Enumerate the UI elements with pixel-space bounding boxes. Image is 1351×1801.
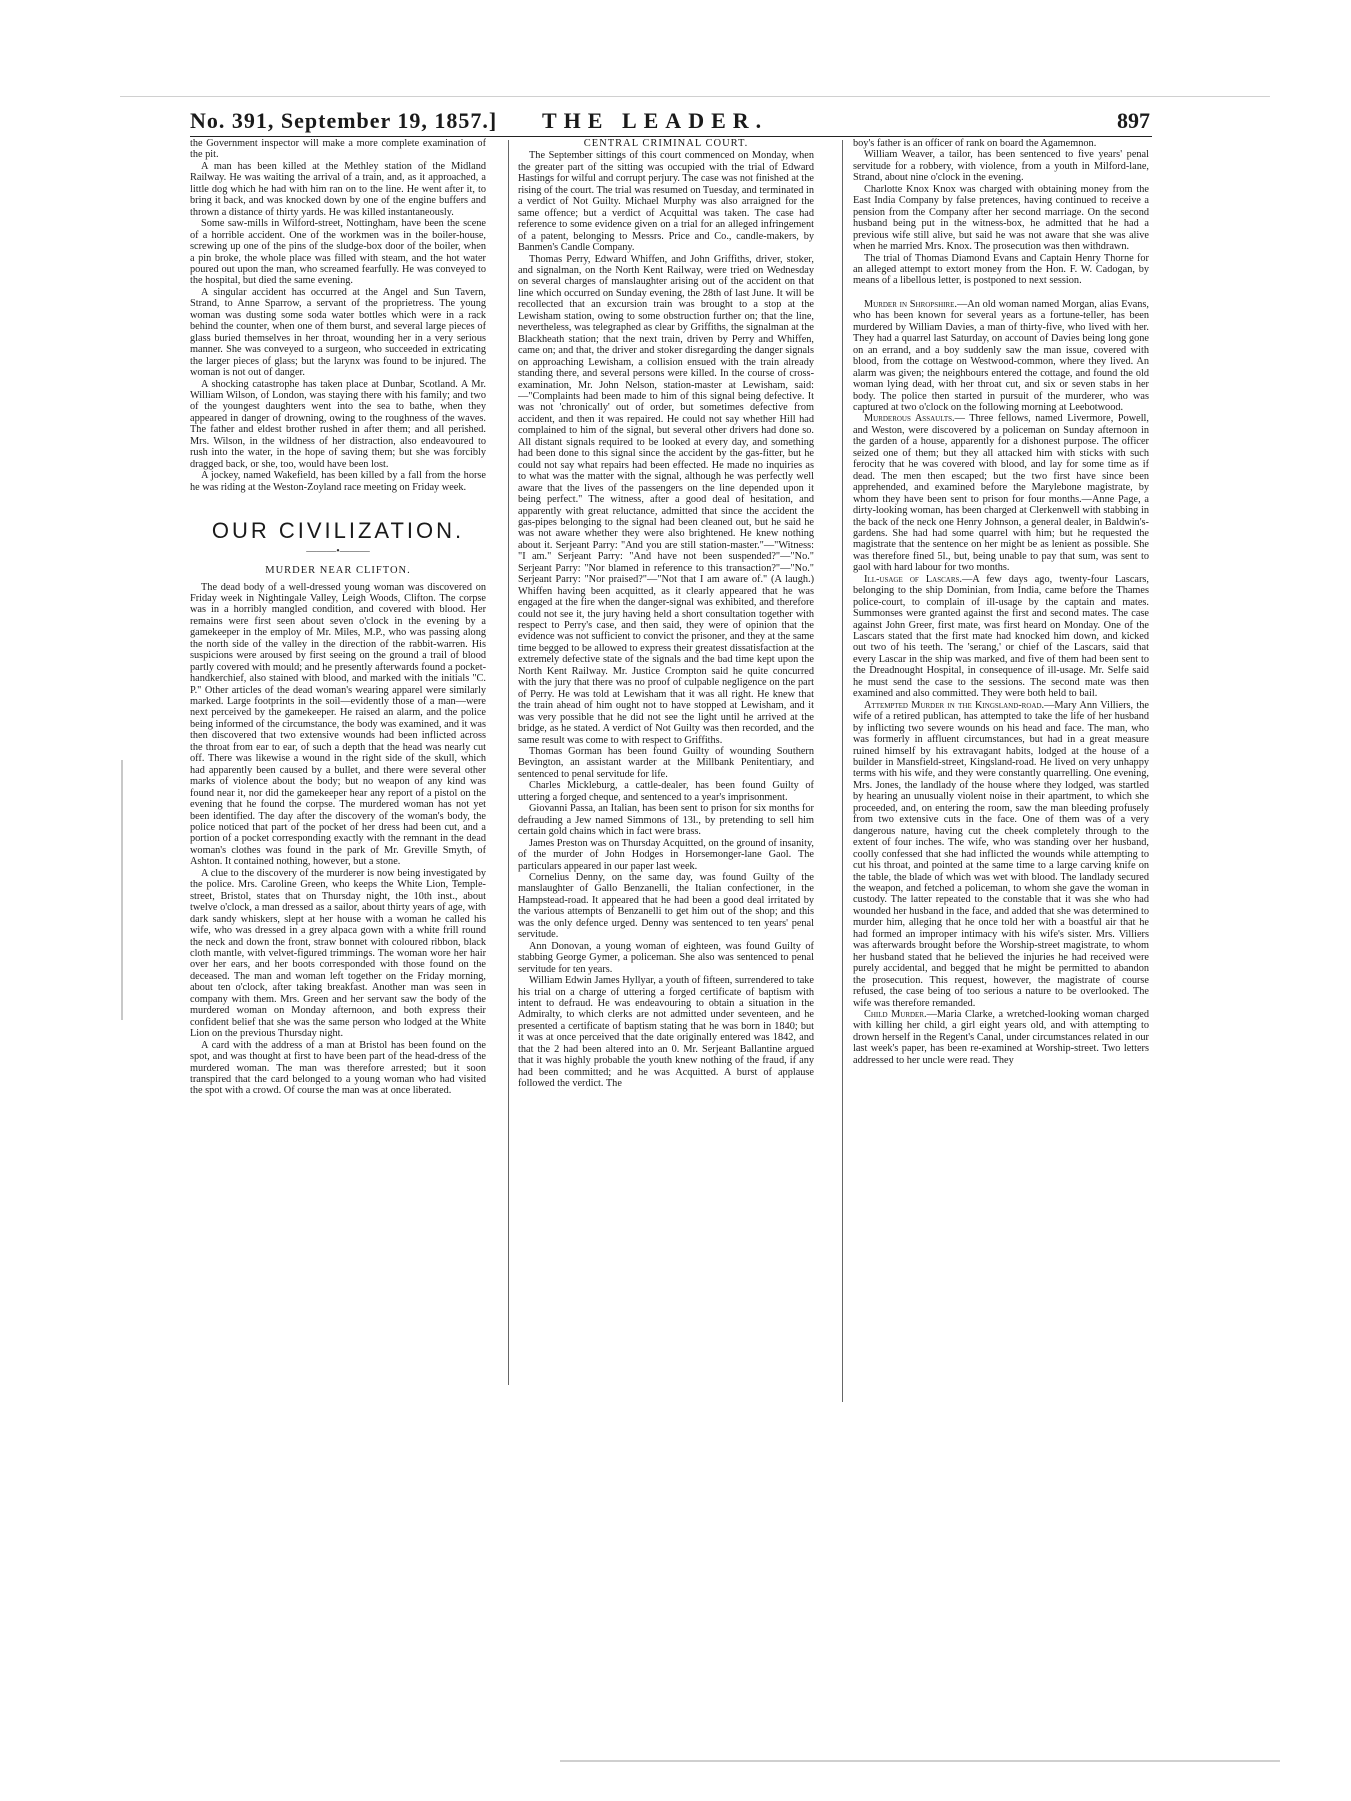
news-item-head: Murder in Shropshire. [864, 298, 957, 310]
article-paragraph: James Preston was on Thursday Acquitted, on the ground of insanity, of the murder of John Hodges in Horsemonger-lane Gaol. The particulars appeared in our paper last week. [518, 837, 814, 872]
newspaper-title: THE LEADER. [542, 108, 769, 133]
header-rule [190, 136, 1152, 137]
column-1 [190, 138, 486, 1378]
page-header [190, 108, 1150, 136]
article-paragraph: William Weaver, a tailor, has been sentenced to five years' penal servitude for a robbery, with violence, from a youth in Milford-lane, Strand, about nine o'clock in the evening. [853, 149, 1149, 184]
news-item-body: —Mary Ann Villiers, the wife of a retired publican, has attempted to take the life of her husband by inflicting two severe wounds on his head and face. The man, who was formerly in affluent circumstances, but had in a great measure ruined himself by his extravagant habits, lodged at the house of a builder in Mansfield-street, Kingsland-road. He lived on very unhappy terms with his wife, and they were constantly quarrelling. One evening, Mrs. Jones, the landlady of the house where they lodged, was startled by hearing an unusually violent noise in their apartment, to which she proceeded, and, on entering the room, saw the man bleeding profusely from two extensive cuts in the face. One of them was of a very dangerous nature, having cut the cheek completely through to the extent of four inches. The wife, who was standing over her husband, coolly confessed that she had inflicted the wounds while attempting to cut his throat, and pointed at the same time to a large carving knife on the table, the blade of which was wet with blood. The landlady secured the weapon, and fetched a policeman, to whom she gave the woman in custody. The latter repeated to the constable that it was she who had wounded her husband in the face, and added that she was determined to murder him, alleging that he once told her with a boastful air that he had formed an improper intimacy with his wife's sister. Mrs. Villiers was afterwards brought before the Worship-street magistrate, to whom her husband stated that he believed the injuries he had received were purely accidental, and begged that he might be permitted to abandon the prosecution. This request, however, the magistrate of course refused, the case being of too serious a nature to be overlooked. The wife was therefore remanded. [853, 699, 1149, 1009]
ornament-rule: ———•——— [306, 546, 370, 558]
article-paragraph: A jockey, named Wakefield, has been killed by a fall from the horse he was riding at the Weston-Zoyland race meeting on Friday week. [190, 470, 486, 493]
news-item-head: Child Murder. [864, 1008, 927, 1020]
news-item [853, 299, 1149, 414]
article-paragraph: William Edwin James Hyllyar, a youth of fifteen, surrendered to take his trial on a charge of uttering a forged certificate of baptism with intent to defraud. He was endeavouring to obtain a situation in the Admiralty, to which clerks are not admitted under seventeen, and he presented a certificate of baptism stating that he was born in 1840; but it was at once perceived that the date originally entered was 1842, and that the 2 had been altered into an 0. Mr. Serjeant Ballantine argued that it was highly probable the youth knew nothing of the fraud, if any had been committed; and he was Acquitted. A burst of applause followed the verdict. The [518, 975, 814, 1090]
article-paragraph: the Government inspector will make a more complete examination of the pit. [190, 138, 486, 161]
article-paragraph: Ann Donovan, a young woman of eighteen, was found Guilty of stabbing George Gymer, a policeman. She also was sentenced to penal servitude for ten years. [518, 940, 814, 975]
article-paragraph: Thomas Gorman has been found Guilty of wounding Southern Bevington, an assistant warder at the Millbank Penitentiary, and sentenced to penal servitude for life. [518, 746, 814, 780]
news-item-body: — Three fellows, named Livermore, Powell, and Weston, were discovered by a policeman on Sunday afternoon in the garden of a house, apparently for a dishonest purpose. The officer seized one of them; but they all attacked him with sticks with such ferocity that he was covered with blood, and lay for some time as if dead. The men then escaped; but the two first have since been apprehended, and examined before the Marylebone magistrate, by whom they have been sent to prison for four months.—Anne Page, a dirty-looking woman, has been charged at Clerkenwell with stabbing in the back of the neck one Henry Johnson, a general dealer, in Baldwin's-gardens. She had had some quarrel with him; but he requested the magistrate that the sentence on her might be as lenient as possible. She was therefore fined 5l., but, being unable to pay that sum, was sent to gaol with hard labour for two months. [853, 413, 1149, 574]
news-item [853, 413, 1149, 573]
article-paragraph: Cornelius Denny, on the same day, was found Guilty of the manslaughter of Gallo Benzanelli, the Italian confectioner, in the Hampstead-road. It appeared that he had been a good deal irritated by the various attempts of Benzanelli to get him out of the shop; and this was the only defence urged. Denny was sentenced to ten years' penal servitude. [518, 872, 814, 941]
article-paragraph: The dead body of a well-dressed young woman was discovered on Friday week in Nightingale Valley, Leigh Woods, Clifton. The corpse was in a horribly mangled condition, and covered with blood. Her remains were first seen about seven o'clock in the evening by a gamekeeper in the employ of Mr. Miles, M.P., who was passing along the north side of the valley in the direction of the rabbit-warren. His suspicions were aroused by first seeing on the ground a trail of blood partly covered with mould; and he presently afterwards found a pocket-handkerchief, also stained with blood, and marked with the initials "C. P." Other articles of the dead woman's wearing apparel were similarly marked. Large footprints in the soil—evidently those of a man—were next perceived by the gamekeeper. He raised an alarm, and the police being informed of the circumstance, the body was examined, and it was then discovered that two extensive wounds had been inflicted across the throat from ear to ear, of such a depth that the head was nearly cut off. There was likewise a wound in the right side of the skull, which had apparently been caused by a bullet, and there were several other marks of violence about the body; but no weapon of any kind was found near it, nor did the gamekeeper hear any report of a pistol on the evening that he found the corpse. The murdered woman has not yet been identified. The day after the discovery of the woman's body, the police noticed that part of the pocket of her dress had been cut, and a portion of a pocket corresponding exactly with the remnant in the dead woman's clothes was found in the park of Mr. Greville Smyth, of Ashton. It contained nothing, however, but a stone. [190, 581, 486, 868]
article-paragraph: A clue to the discovery of the murderer is now being investigated by the police. Mrs. Caroline Green, who keeps the White Lion, Temple-street, Bristol, states that on Thursday night, the 10th inst., about twelve o'clock, a man dressed as a sailor, about thirty years of age, with dark sandy whiskers, slept at her house with a woman he called his wife, who was dressed in a grey alpaca gown with a white frill round the neck and down the front, straw bonnet with coloured ribbon, black cloth mantle, with velvet-figured trimmings. The woman wore her hair over her ears, and her boots corresponded with those found on the deceased. The man and woman left together on the Friday morning, about ten o'clock, after taking breakfast. Another man was seen in company with them. Mrs. Green and her servant saw the body of the murdered woman on Monday afternoon, and both express their confident belief that she was the same person who lodged at the White Lion on the previous Thursday night. [190, 867, 486, 1040]
issue-date: No. 391, September 19, 1857.] [190, 108, 498, 133]
article-paragraph: A singular accident has occurred at the Angel and Sun Tavern, Strand, to Anne Sparrow, a servant of the proprietress. The young woman was dusting some soda water bottles which were in a rack behind the counter, when one of them burst, and several large pieces of glass buried themselves in her throat, wounding her in a very serious manner. She was conveyed to a surgeon, who succeeded in extricating the larger pieces of glass; but the larynx was found to be injured. The woman is not out of danger. [190, 286, 486, 379]
article-paragraph: The September sittings of this court commenced on Monday, when the greater part of the sitting was occupied with the trial of Edward Hastings for wilful and corrupt perjury. The case was not finished at the rising of the court. The trial was resumed on Tuesday, and terminated in a verdict of Not Guilty. Michael Murphy was also arraigned for the same offence; but a verdict of Acquittal was taken. The case had reference to some evidence given on a trial for an alleged infringement of a patent, belonging to Messrs. Price and Co., candle-makers, by Banmen's Candle Company. [518, 150, 814, 254]
article-paragraph: A card with the address of a man at Bristol has been found on the spot, and was thought at first to have been part of the head-dress of the murdered woman. The man was therefore arrested; but it soon transpired that the card belonged to a young woman who had visited the spot with a crowd. Of course the man was at once liberated. [190, 1039, 486, 1097]
news-item-head: Ill-usage of Lascars. [864, 573, 962, 585]
article-paragraph: boy's father is an officer of rank on board the Agamemnon. [853, 138, 1097, 149]
news-item-body: —An old woman named Morgan, alias Evans, who has been known for several years as a fortune-teller, has been murdered by William Davies, a man of thirty-five, who lived with her. They had a quarrel last Saturday, on account of Davies being long gone on an errand, and a boy suddenly saw the man issue, covered with blood, from the cottage on Westwood-common, where they lived. An alarm was given; the neighbours entered the cottage, and found the old woman lying dead, with her throat cut, and six or seven stabs in her body. The police then started in pursuit of the murderer, who was captured at two o'clock on the following morning at Leebotwood. [853, 298, 1149, 413]
article-paragraph: A shocking catastrophe has taken place at Dunbar, Scotland. A Mr. William Wilson, of London, was staying there with his family; and two of the youngest daughters went into the sea to bathe, when they appeared in danger of drowning, owing to the roughness of the waves. The father and eldest brother rushed in after them; and all perished. Mrs. Wilson, in the wildness of her distraction, also endeavoured to rush into the water, in the hope of saving them; but she was forcibly dragged back, or she, too, would have been lost. [190, 378, 486, 470]
news-item-head: Murderous Assaults. [864, 413, 955, 425]
spacer [853, 287, 1149, 299]
column-2 [518, 138, 814, 1400]
page-number: 897 [1117, 108, 1150, 133]
article-paragraph: Charlotte Knox Knox was charged with obtaining money from the East India Company by false pretences, having continued to receive a pension from the Company after her second marriage. On the second husband being put in the witness-box, he admitted that he had a previous wife still alive, but said he was not aware that she was alive when he married Mrs. Knox. The prosecution was then withdrawn. [853, 183, 1149, 253]
section-title: OUR CIVILIZATION. [211, 518, 465, 544]
news-item [853, 574, 1149, 700]
column-divider [508, 140, 509, 1385]
news-item-body: —A few days ago, twenty-four Lascars, belonging to the ship Dominian, from India, came before the Thames police-court, to complain of ill-usage by the captain and mates. Summonses were granted against the first and second mates. The case against John Greer, first mate, was first heard on Monday. One of the Lascars stated that the first mate had knocked him down, and kicked out two of his teeth. The 'serang,' or chief of the Lascars, said that every Lascar in the ship was marked, and five of them had been sent to the Dreadnought Hospital, in consequence of ill-usage. Mr. Selfe said he must send the case to the sessions. The second mate was then examined and also committed. They were both held to bail. [853, 573, 1149, 700]
news-item [853, 1009, 1149, 1066]
scan-artifact-top [120, 96, 1270, 97]
article-paragraph: Some saw-mills in Wilford-street, Nottingham, have been the scene of a horrible accident. One of the workmen was in the boiler-house, screwing up one of the pins of the sludge-box door of the boiler, when a pin broke, the whole place was filled with steam, and the hot water poured out upon the man, who screamed fearfully. He was conveyed to the hospital, but died the same evening. [190, 218, 486, 287]
article-paragraph: Giovanni Passa, an Italian, has been sent to prison for six months for defrauding a Jew named Simmons of 13l., by pretending to sell him certain gold chains which in fact were brass. [518, 803, 814, 838]
article-paragraph: The trial of Thomas Diamond Evans and Captain Henry Thorne for an alleged attempt to extort money from the Hon. F. W. Cadogan, by means of a libellous letter, is postponed to next session. [853, 252, 1149, 287]
scan-artifact-bottom [560, 1760, 1280, 1762]
article-paragraph: Thomas Perry, Edward Whiffen, and John Griffiths, driver, stoker, and signalman, on the North Kent Railway, were tried on Wednesday on several charges of manslaughter arising out of the accident on that line which occurred on Sunday evening, the 28th of last June. It will be recollected that an excursion train was brought to a stop at the Lewisham station, owing to some obstruction further on; that the line, nevertheless, was telegraphed as clear by Griffiths, the signalman at the Blackheath station; that the next train, driven by Perry and Whiffen, came on; and that, the driver and stoker disregarding the danger signals on approaching Lewisham, a collision ensued with the train already standing there, and several persons were killed. In the course of cross-examination, Mr. John Nelson, station-master at Lewisham, said:—"Complaints had been made to him of this signal being defective. It was not 'chronically' out of order, but sometimes defective from accident, and then it was repaired. He could not say whether Hill had complained to him of the signal, but several other drivers had done so. All distant signals required to be looked at every day, and something had been done to this signal since the accident by the gas-fitter, but he could not say what repairs had been effected. He made no inquiries as to what was the matter with the signal, although he was perfectly well aware that the lives of the passengers on the line depended upon it being perfect." The witness, after a good deal of hesitation, and apparently with great reluctance, admitted that since the accident the gas-pipes belonging to the signal had been cleaned out, but he said he was not aware whether they were also brightened. He knew nothing about it. Serjeant Parry: "And you are still station-master."—"Witness: "I am." Serjeant Parry: "And have not been suspended?"—"No." Serjeant Parry: "Nor blamed in reference to this transaction?"—"No." Serjeant Parry: "Nor praised?"—"Not that I am aware of." (A laugh.) Whiffen having been acquitted, as it clearly appeared that he was engaged at the fire when the danger-signal was exhibited, and therefore could not see it, the jury having held a short consultation together with respect to Perry's case, and then said, they were of opinion that the evidence was not sufficient to convict the prisoner, and they at the same time begged to be allowed to express their greatest dissatisfaction at the extremely defective state of the signals and the bad time kept upon the North Kent Railway. Mr. Justice Crompton said he quite concurred with the jury that there was no proof of culpable negligence on the part of Perry. He was told at Lewisham that it was all right. He knew that the train ahead of him ought not to have stopped at Lewisham, and it was very possible that he did not see the light until he arrived at the bridge, as he stated. A verdict of Not Guilty was then recorded, and the same result was come to with respect to Griffiths. [518, 253, 814, 746]
news-item [853, 700, 1149, 1009]
article-paragraph: A man has been killed at the Methley station of the Midland Railway. He was waiting the arrival of a train, and, as it approached, a little dog which he had with him ran on to the line. He went after it, to bring it back, and was knocked down by one of the engine buffers and thrown a distance of thirty yards. He was killed instantaneously. [190, 160, 486, 218]
column-divider [842, 140, 843, 1402]
news-item-body: —Maria Clarke, a wretched-looking woman charged with killing her child, a girl eight years old, and with attempting to drown herself in the Regent's Canal, under circumstances related in our last week's paper, has been re-examined at Worship-street. Two letters addressed to her uncle were read. They [853, 1008, 1149, 1066]
scan-artifact-left [121, 760, 123, 1020]
article-subheading: MURDER NEAR CLIFTON. [265, 565, 411, 577]
article-paragraph: Charles Mickleburg, a cattle-dealer, has been found Guilty of uttering a forged cheque, and sentenced to a year's imprisonment. [518, 780, 814, 803]
article-heading: CENTRAL CRIMINAL COURT. [583, 138, 749, 149]
column-3 [853, 138, 1149, 1400]
news-item-head: Attempted Murder in the Kingsland-road. [864, 699, 1045, 711]
